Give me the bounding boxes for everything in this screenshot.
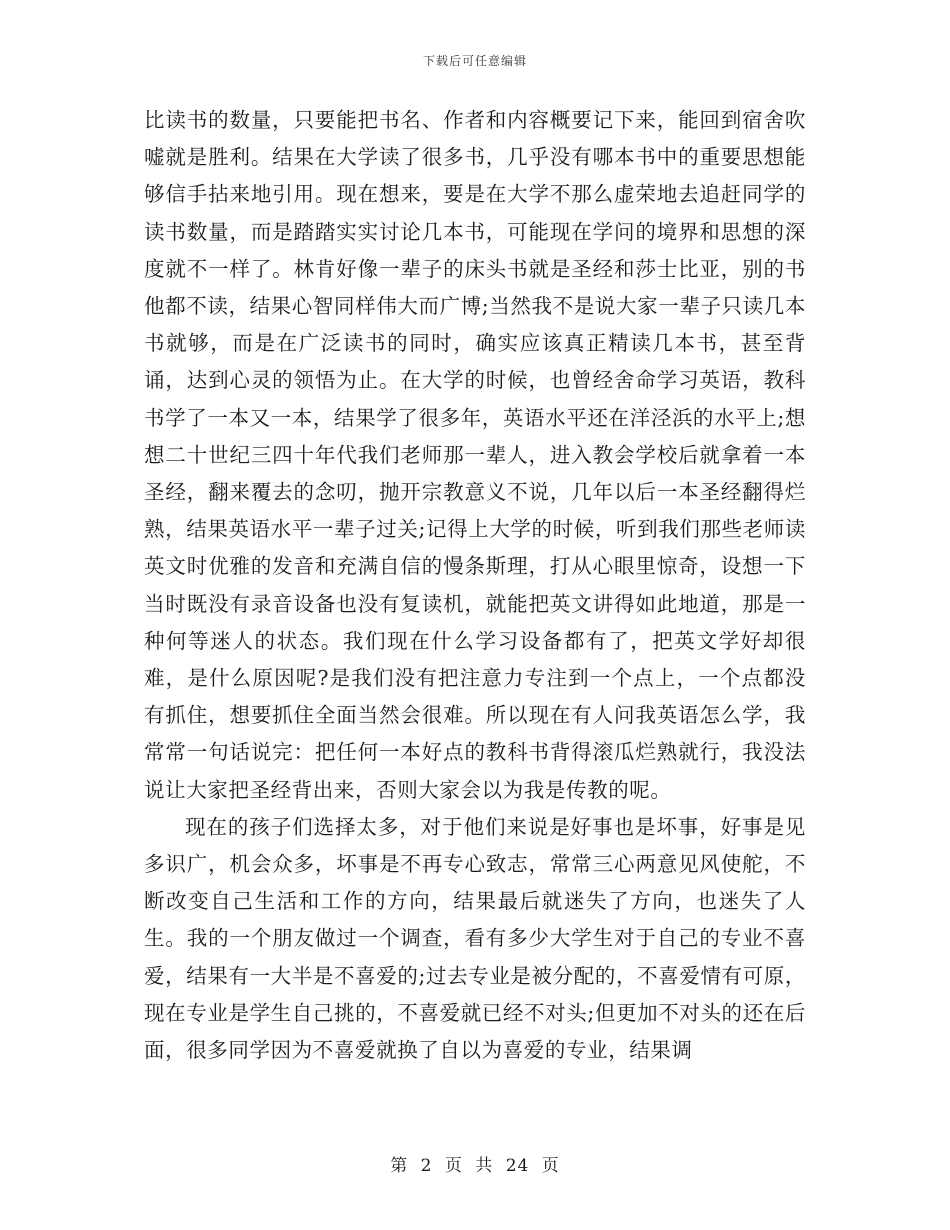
paragraph-2: 现在的孩子们选择太多，对于他们来说是好事也是坏事，好事是见多识广，机会众多，坏事是不再专心致志，常常三心两意见风使舵，不断改变自己生活和工作的方向，结果最后就迷失了方向，也迷失了人生。我的一个朋友做过一个调查，看有多少大学生对于自己的专业不喜爱，结果有一大半是不喜爱的;过去专业是被分配的，不喜爱情有可原，现在专业是学生自己挑的，不喜爱就已经不对头;但更加不对头的还在后面，很多同学因为不喜爱就换了自以为喜爱的专业，结果调: [144, 814, 806, 1063]
page-header: 下载后可任意编辑: [422, 54, 527, 68]
page-number-footer: 第 2 页 共 24 页: [390, 1156, 560, 1176]
paragraph-1: 比读书的数量，只要能把书名、作者和内容概要记下来，能回到宿舍吹嘘就是胜利。结果在大学读了很多书，几乎没有哪本书中的重要思想能够信手拈来地引用。现在想来，要是在大学不那么虚荣地去追赶同学的读书数量，而是踏踏实实讨论几本书，可能现在学问的境界和思想的深度就不一样了。林肯好像一辈子的床头书就是圣经和莎士比亚，别的书他都不读，结果心智同样伟大而广博;当然我不是说大家一辈子只读几本书就够，而是在广泛读书的同时，确实应该真正精读几本书，甚至背诵，达到心灵的领悟为止。在大学的时候，也曾经舍命学习英语，教科书学了一本又一本，结果学了很多年，英语水平还在洋泾浜的水平上;想想二十世纪三四十年代我们老师那一辈人，进入教会学校后就拿着一本圣经，翻来覆去的念叨，抛开宗教意义不说，几年以后一本圣经翻得烂熟，结果英语水平一辈子过关;记得上大学的时候，听到我们那些老师读英文时优雅的发音和充满自信的慢条斯理，打从心眼里惊奇，设想一下当时既没有录音设备也没有复读机，就能把英文讲得如此地道，那是一种何等迷人的状态。我们现在什么学习设备都有了，把英文学好却很难，是什么原因呢?是我们没有把注意力专注到一个点上，一个点都没有抓住，想要抓住全面当然会很难。所以现在有人问我英语怎么学，我常常一句话说完：把任何一本好点的教科书背得滚瓜烂熟就行，我没法说让大家把圣经背出来，否则大家会以为我是传教的呢。: [144, 108, 806, 802]
document-body: [144, 102, 806, 1069]
